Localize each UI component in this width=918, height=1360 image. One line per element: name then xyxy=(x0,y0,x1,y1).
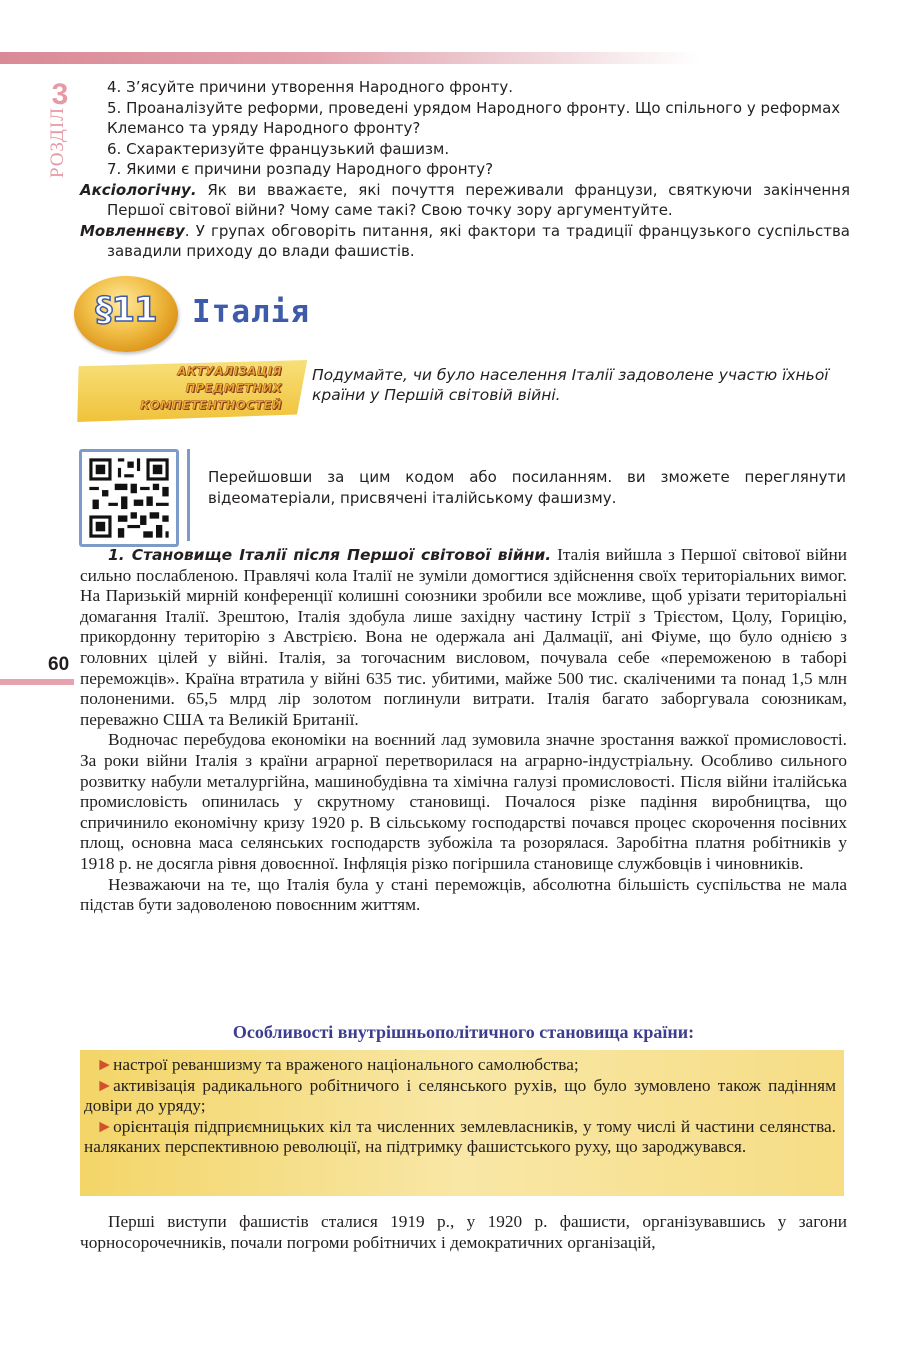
question-6: 6. Схарактеризуйте французький фашизм. xyxy=(107,139,450,158)
page-number-bar xyxy=(0,679,74,685)
question-7: 7. Якими є причини розпаду Народного фронту? xyxy=(107,160,494,178)
banner-line-2: ПРЕДМЕТНИХ xyxy=(185,381,282,395)
features-item xyxy=(84,1076,836,1117)
features-item-text: орієнтація підприємницьких кіл та численних землевласників, у тому числі й частини селянства. наляканих перспективною революції, на підтримку фашистського руху, що зароджувався. xyxy=(84,1116,836,1156)
features-item-text: настрої реваншизму та враженого національного самолюбства; xyxy=(113,1055,579,1074)
triangle-bullet-icon: ► xyxy=(96,1116,114,1136)
top-decor-bar xyxy=(0,52,700,64)
speech-label: Мовленнєву xyxy=(80,221,185,240)
fascism-paragraph-text: Перші виступи фашистів сталися 1919 р., у 1920 р. фашисти, організувавшись у загони чорносорочечників, почали погроми робітничих і демократичних організацій, xyxy=(80,1212,847,1252)
qr-description: Перейшовши за цим кодом або посиланням. ви зможете переглянути відеоматеріали, присвячені італійському фашизму. xyxy=(208,468,846,507)
features-item xyxy=(84,1055,836,1076)
section-1-paragraph-1 xyxy=(80,545,847,730)
section-1-heading: 1. Становище Італії після Першої світової війни. xyxy=(108,546,552,564)
section-1-text xyxy=(80,545,847,916)
features-box-title: Особливості внутрішньополітичного становища країни: xyxy=(232,1022,695,1042)
section-1-p1-text: Італія вийшла з Першої світової війни сильно послабленою. Правлячі кола Італії не зуміли домогтися здійснення своїх територіальних вимог. На Паризькій мирній конференції колишні союзники зробили все можливе, щоб урізати територіальні домагання Італії. Зрештою, Італія здобула лише західну частину Істрії з Трієстом, Цолу, Горицію, прикордонну територію з Австрією. Вона не одержала ані Далмації, ані Фіуме, що було однією з головних цілей у війні. Італія, за тогочасним висловом, почувала себе «переможеною в таборі переможців». Країна втратила у війні 635 тис. убитими, майже 500 тис. скаліченими та понад 1,5 млн полоненими. 65,5 млрд лір золотом поглинули витрати. Італія багато заборгувала союзникам, переважно США та Великій Британії. xyxy=(80,545,848,729)
questions-block xyxy=(80,77,850,262)
banner-line-1: АКТУАЛІЗАЦІЯ xyxy=(177,364,282,378)
fascism-paragraph xyxy=(80,1212,847,1253)
section-1-paragraph-2: Водночас перебудова економіки на воєнний лад зумовила значне зростання важкої промисловості. За роки війни Італія з країни аграрної перетворилася на аграрно-індустріальну. Особливо сильного розвитку набули металургійна, машинобудівна та хімічна галузі промисловості. Після війни італійська промисловість опинилась у скрутному становищі. Почалося різке падіння виробництва, що спричинило економічну кризу 1920 р. В сільському господарстві почався процес скорочення посівних площ, основна маса селянських господарств зубожіла та розорялася. Заробітна платня робітників у 1918 р. не досягла рівня довоєнної. Інфляція різко погіршила становище службовців і чиновників. xyxy=(80,730,847,873)
speech-text: . У групах обговоріть питання, які фактори та традиції французького суспільства завадили приходу до влади фашистів. xyxy=(107,221,850,260)
paragraph-number: §11 xyxy=(95,290,157,330)
axio-task xyxy=(80,180,850,221)
section-1-paragraph-3: Незважаючи на те, що Італія була у стані переможців, абсолютна більшість суспільства не мала підстав бути задоволеною повоєнним життям. xyxy=(80,874,847,915)
speech-task xyxy=(80,221,850,262)
triangle-bullet-icon: ► xyxy=(96,1055,114,1074)
warmup-question: Подумайте, чи було населення Італії задоволене участю їхньої країни у Першій світовій війні. xyxy=(312,366,829,404)
features-item xyxy=(84,1117,836,1158)
paragraph-title: Італія xyxy=(192,294,310,330)
features-list xyxy=(84,1055,836,1158)
question-5: 5. Проаналізуйте реформи, проведені урядом Народного фронту. Що спільного у реформах Клемансо та уряду Народного фронту? xyxy=(107,98,841,137)
page-number: 60 xyxy=(48,654,70,675)
qr-divider xyxy=(187,449,190,541)
axio-label: Аксіологічну. xyxy=(80,180,197,199)
banner-line-3: КОМПЕТЕНТНОСТЕЙ xyxy=(140,398,282,412)
qr-code-icon xyxy=(82,452,176,544)
qr-code[interactable] xyxy=(79,449,179,547)
section-word: РОЗДІЛ xyxy=(47,106,68,178)
triangle-bullet-icon: ► xyxy=(96,1075,114,1095)
question-4: 4. З’ясуйте причини утворення Народного фронту. xyxy=(107,78,513,96)
competence-banner-label xyxy=(110,363,282,414)
section-marker xyxy=(45,78,75,188)
paragraph-badge xyxy=(74,276,178,352)
axio-text: Як ви вважаєте, які почуття переживали французи, святкуючи закінчення Першої світової війни? Чому саме такі? Свою точку зору аргументуйте. xyxy=(107,180,850,219)
features-item-text: активізація радикального робітничого і селянського рухів, що було зумовлено також падінням довіри до уряду; xyxy=(84,1075,836,1115)
section-number: 3 xyxy=(51,78,69,111)
